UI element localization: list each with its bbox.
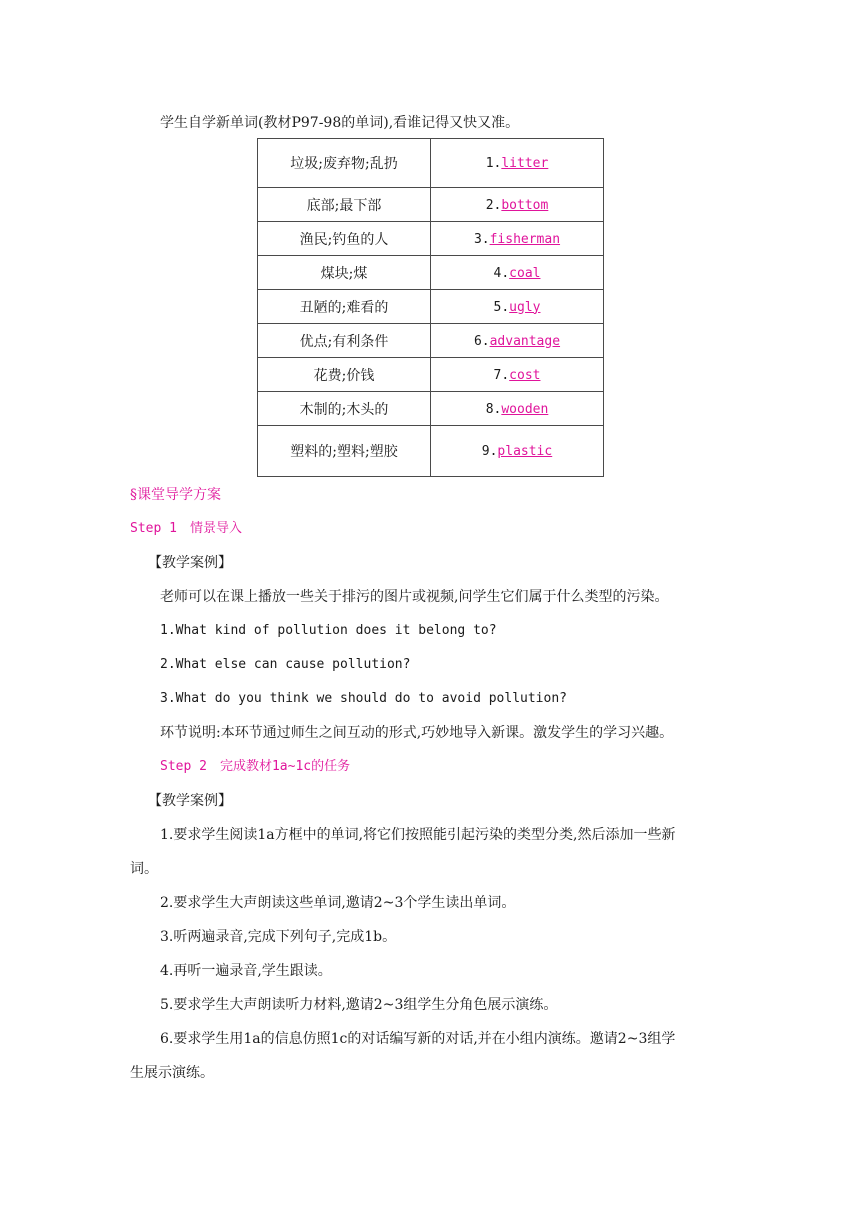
- step1-heading: Step 1 情景导入: [130, 521, 242, 536]
- table-row: [258, 358, 604, 392]
- step2-item-continuation: 词。: [130, 861, 158, 877]
- step2-item: 5.要求学生大声朗读听力材料,邀请2~3组学生分角色展示演练。: [160, 997, 558, 1013]
- step2-heading: Step 2 完成教材1a~1c的任务: [160, 759, 351, 774]
- step1-question: 2.What else can cause pollution?: [160, 657, 411, 672]
- vocab-chinese: 花费;价钱: [258, 358, 431, 392]
- table-row: [258, 139, 604, 188]
- step1-note: 环节说明:本环节通过师生之间互动的形式,巧妙地导入新课。激发学生的学习兴趣。: [160, 725, 674, 741]
- step2-item: 1.要求学生阅读1a方框中的单词,将它们按照能引起污染的类型分类,然后添加一些新: [160, 827, 676, 843]
- step2-item: 3.听两遍录音,完成下列句子,完成1b。: [160, 929, 397, 945]
- vocab-answer: litter: [501, 156, 549, 171]
- vocab-chinese: 优点;有利条件: [258, 324, 431, 358]
- vocab-number: 2.: [485, 197, 502, 213]
- vocab-number: 3.: [473, 231, 490, 247]
- vocab-answer: cost: [509, 367, 541, 383]
- vocab-answer-cell: [431, 426, 604, 477]
- step2-item: 4.再听一遍录音,学生跟读。: [160, 963, 332, 979]
- step1-case-label: 【教学案例】: [148, 555, 232, 571]
- vocab-number: 4.: [493, 265, 510, 281]
- vocab-chinese: 底部;最下部: [258, 188, 431, 222]
- vocab-answer: coal: [509, 265, 541, 281]
- vocab-chinese: 垃圾;废弃物;乱扔: [258, 139, 431, 188]
- table-row: [258, 256, 604, 290]
- step2-case-label: 【教学案例】: [148, 793, 232, 809]
- table-row: [258, 324, 604, 358]
- vocab-answer: fisherman: [489, 231, 561, 247]
- table-row: [258, 426, 604, 477]
- vocab-answer: wooden: [501, 401, 549, 417]
- step1-text: 老师可以在课上播放一些关于排污的图片或视频,问学生它们属于什么类型的污染。: [160, 589, 669, 605]
- step2-item: 2.要求学生大声朗读这些单词,邀请2~3个学生读出单词。: [160, 895, 516, 911]
- table-row: [258, 392, 604, 426]
- vocab-answer: advantage: [489, 333, 561, 349]
- table-row: [258, 290, 604, 324]
- vocab-chinese: 渔民;钓鱼的人: [258, 222, 431, 256]
- vocab-number: 1.: [485, 156, 502, 171]
- vocab-answer-cell: [431, 290, 604, 324]
- vocab-number: 8.: [485, 401, 502, 417]
- vocab-chinese: 煤块;煤: [258, 256, 431, 290]
- vocab-chinese: 塑料的;塑料;塑胶: [258, 426, 431, 477]
- vocab-number: 6.: [473, 333, 490, 349]
- step1-question: 3.What do you think we should do to avoid pollution?: [160, 691, 567, 706]
- table-row: [258, 188, 604, 222]
- vocab-answer: plastic: [497, 444, 553, 459]
- table-row: [258, 222, 604, 256]
- vocab-chinese: 木制的;木头的: [258, 392, 431, 426]
- step1-question: 1.What kind of pollution does it belong to?: [160, 623, 497, 638]
- vocab-answer: ugly: [509, 299, 541, 315]
- section-title: §课堂导学方案: [130, 487, 221, 503]
- vocab-answer-cell: [431, 222, 604, 256]
- vocab-answer-cell: [431, 256, 604, 290]
- step2-item: 6.要求学生用1a的信息仿照1c的对话编写新的对话,并在小组内演练。邀请2~3组学: [160, 1031, 676, 1047]
- vocab-answer-cell: [431, 188, 604, 222]
- vocab-number: 7.: [493, 367, 510, 383]
- vocab-number: 5.: [493, 299, 510, 315]
- vocab-chinese: 丑陋的;难看的: [258, 290, 431, 324]
- intro-text: 学生自学新单词(教材P97-98的单词),看谁记得又快又准。: [160, 115, 520, 131]
- vocab-answer-cell: [431, 139, 604, 188]
- vocab-answer: bottom: [501, 197, 549, 213]
- vocab-answer-cell: [431, 324, 604, 358]
- vocab-table: [257, 138, 604, 477]
- vocab-answer-cell: [431, 392, 604, 426]
- vocab-answer-cell: [431, 358, 604, 392]
- step2-item-continuation: 生展示演练。: [130, 1065, 214, 1081]
- vocab-number: 9.: [481, 444, 498, 459]
